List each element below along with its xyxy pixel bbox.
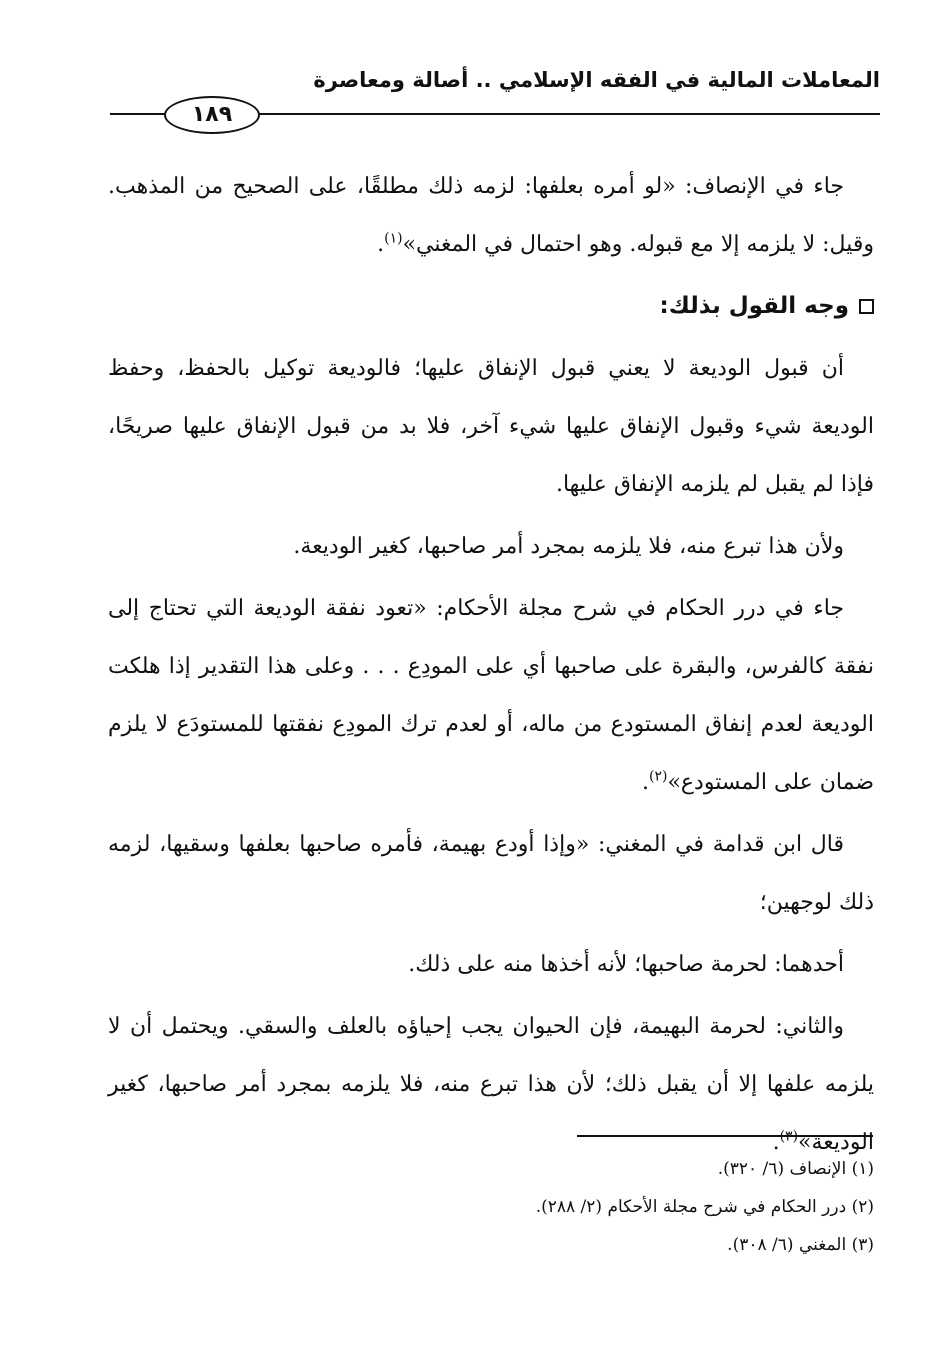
paragraph-text: والثاني: لحرمة البهيمة، فإن الحيوان يجب إحياؤه بالعلف والسقي. ويحتمل أن لا يلزمه علفها إلا أن يقبل ذلك؛ لأن هذا تبرع منه، فلا يلزمه بمجرد أمر صاحبها، كغير الوديعة» bbox=[108, 1014, 874, 1155]
section-heading-text: وجه القول بذلك: bbox=[659, 293, 849, 319]
paragraph-second-reason bbox=[108, 998, 874, 1172]
section-heading bbox=[108, 278, 874, 334]
footnote-2: (٢) درر الحكام في شرح مجلة الأحكام (٢/ ٢٨٨). bbox=[535, 1197, 874, 1217]
running-header-title: المعاملات المالية في الفقه الإسلامي .. أصالة ومعاصرة bbox=[313, 68, 880, 92]
footnotes bbox=[174, 1150, 874, 1264]
paragraph-text: جاء في الإنصاف: «لو أمره بعلفها: لزمه ذلك مطلقًا، على الصحيح من المذهب. وقيل: لا يلزمه إلا مع قبوله. وهو احتمال في المغني» bbox=[108, 174, 874, 257]
paragraph-period: . bbox=[377, 232, 385, 257]
footnote-ref-2: (٢) bbox=[648, 768, 668, 785]
footnote-3: (٣) المغني (٦/ ٣٠٨). bbox=[727, 1235, 874, 1255]
square-bullet-icon bbox=[859, 299, 874, 314]
footnote-1: (١) الإنصاف (٦/ ٣٢٠). bbox=[717, 1159, 874, 1179]
paragraph-ibn-qudama: قال ابن قدامة في المغني: «وإذا أودع بهيمة، فأمره صاحبها بعلفها وسقيها، لزمه ذلك لوجهين؛ bbox=[108, 832, 874, 915]
page-number: ١٨٩ bbox=[164, 96, 260, 134]
paragraph-first-reason: أحدهما: لحرمة صاحبها؛ لأنه أخذها منه على ذلك. bbox=[408, 952, 844, 977]
paragraph-tabarru: ولأن هذا تبرع منه، فلا يلزمه بمجرد أمر صاحبها، كغير الوديعة. bbox=[293, 534, 844, 559]
paragraph-period: . bbox=[641, 770, 649, 795]
paragraph-durar-quote bbox=[108, 580, 874, 812]
paragraph-reasoning: أن قبول الوديعة لا يعني قبول الإنفاق عليها؛ فالوديعة توكيل بالحفظ، وحفظ الوديعة شيء وقبول الإنفاق عليها شيء آخر، فلا بد من قبول الإنفاق عليها صريحًا، فإذا لم يقبل لم يلزمه الإنفاق عليها. bbox=[108, 356, 874, 497]
footnote-ref-3: (٣) bbox=[779, 1128, 799, 1145]
paragraph-insaf-quote bbox=[108, 158, 874, 274]
footnote-ref-1: (١) bbox=[384, 230, 403, 247]
main-text bbox=[108, 158, 874, 1176]
paragraph-text: جاء في درر الحكام في شرح مجلة الأحكام: «تعود نفقة الوديعة التي تحتاج إلى نفقة كالفرس، والبقرة على صاحبها أي على المودِع . . . وعلى هذا التقدير إذا هلكت الوديعة لعدم إنفاق المستودع من ماله، أو لعدم ترك المودِع نفقتها للمستودَع لا يلزم ضمان على المستودع» bbox=[108, 596, 874, 795]
paragraph-period: . bbox=[772, 1130, 780, 1155]
footnote-separator bbox=[577, 1135, 873, 1137]
